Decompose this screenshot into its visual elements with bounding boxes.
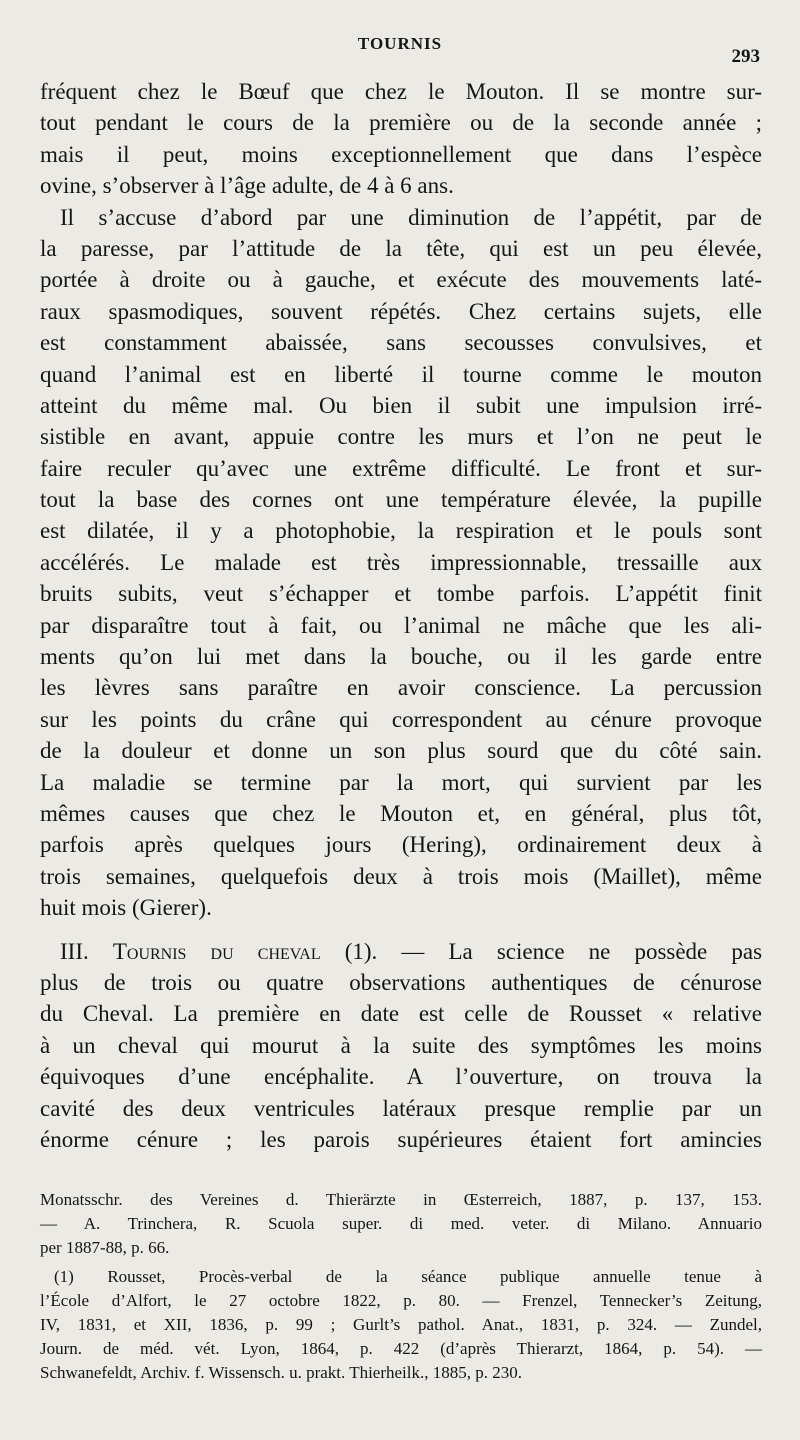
text-line: Il s’accuse d’abord par une diminution de l’appétit, par de	[60, 204, 762, 230]
footnote-line: l’École d’Alfort, le 27 octobre 1822, p. 80. — Frenzel, Tennecker’s Zeitung,	[40, 1290, 762, 1310]
section-numeral: III.	[60, 938, 89, 964]
section-first-line-text: — La science ne possède pas	[401, 938, 763, 964]
text-line: raux spasmodiques, souvent répétés. Chez certains sujets, elle	[40, 298, 762, 324]
text-line: fréquent chez le Bœuf que chez le Mouton. Il se montre sur-	[40, 79, 762, 104]
text-line: la paresse, par l’attitude de la tête, qui est un peu élevée,	[40, 235, 762, 261]
text-line: mêmes causes que chez le Mouton et, en général, plus tôt,	[40, 800, 762, 826]
section-heading: Tournis du cheval	[112, 938, 321, 964]
footnote-line: (1) Rousset, Procès-verbal de la séance publique annuelle tenue à	[54, 1266, 762, 1286]
text-line: bruits subits, veut s’échapper et tombe parfois. L’appétit finit	[40, 581, 762, 607]
text-line: est dilatée, il y a photophobie, la respiration et le pouls sont	[40, 518, 762, 544]
text-line: ments qu’on lui met dans la bouche, ou il les garde entre	[40, 644, 762, 670]
text-line: trois semaines, quelquefois deux à trois mois (Maillet), même	[40, 863, 762, 889]
running-title: TOURNIS	[357, 34, 443, 53]
footnote-line: IV, 1831, et XII, 1836, p. 99 ; Gurlt’s pathol. Anat., 1831, p. 324. — Zundel,	[40, 1314, 762, 1334]
section-heading-line	[40, 936, 762, 967]
footnotes	[40, 1188, 762, 1386]
text-line: équivoques d’une encéphalite. A l’ouverture, on trouva la	[40, 1064, 762, 1090]
text-line: les lèvres sans paraître en avoir conscience. La percussion	[40, 675, 762, 701]
text-line: huit mois (Gierer).	[40, 895, 212, 921]
footnote-line: Journ. de méd. vét. Lyon, 1864, p. 422 (d’après Thierarzt, 1864, p. 54). —	[40, 1339, 762, 1359]
text-line: cavité des deux ventricules latéraux presque remplie par un	[40, 1095, 762, 1121]
text-line: quand l’animal est en liberté il tourne comme le mouton	[40, 361, 762, 387]
text-line: parfois après quelques jours (Hering), ordinairement deux à	[40, 832, 762, 858]
text-line: énorme cénure ; les parois supérieures étaient fort amincies	[40, 1126, 762, 1152]
text-line: accélérés. Le malade est très impressionnable, tressaille aux	[40, 549, 762, 575]
text-line: à un cheval qui mourut à la suite des symptômes les moins	[40, 1032, 762, 1058]
text-line: La maladie se termine par la mort, qui survient par les	[40, 769, 762, 795]
footnote-ref: (1).	[344, 938, 378, 964]
text-line: portée à droite ou à gauche, et exécute des mouvements laté-	[40, 267, 762, 293]
page-number: 293	[731, 46, 760, 67]
footnote-line: Monatsschr. des Vereines d. Thierärzte in Œsterreich, 1887, p. 137, 153.	[40, 1190, 762, 1209]
text-line: sur les points du crâne qui correspondent au cénure provoque	[40, 706, 762, 732]
footnote-line: per 1887-88, p. 66.	[40, 1238, 170, 1258]
text-line: de la douleur et donne un son plus sourd que du côté sain.	[40, 738, 762, 764]
text-line: faire reculer qu’avec une extrême difficulté. Le front et sur-	[40, 455, 762, 481]
paragraph-gap	[40, 924, 762, 936]
text-line: est constamment abaissée, sans secousses convulsives, et	[40, 330, 762, 356]
text-line: tout pendant le cours de la première ou de la seconde année ;	[40, 110, 762, 136]
footnote-line: — A. Trinchera, R. Scuola super. di med. veter. di Milano. Annuario	[40, 1214, 762, 1234]
text-line: ovine, s’observer à l’âge adulte, de 4 à 6 ans.	[40, 173, 454, 199]
footnote-line: Schwanefeldt, Archiv. f. Wissensch. u. prakt. Thierheilk., 1885, p. 230.	[40, 1363, 522, 1383]
text-line: atteint du même mal. Ou bien il subit une impulsion irré-	[40, 392, 762, 418]
main-text	[40, 76, 762, 1155]
text-line: tout la base des cornes ont une température élevée, la pupille	[40, 487, 762, 513]
text-line: par disparaître tout à fait, ou l’animal ne mâche que les ali-	[40, 612, 762, 638]
text-line: mais il peut, moins exceptionnellement que dans l’espèce	[40, 141, 762, 167]
text-line: du Cheval. La première en date est celle de Rousset « relative	[40, 1001, 762, 1027]
text-line: plus de trois ou quatre observations authentiques de cénurose	[40, 969, 762, 995]
text-line: sistible en avant, appuie contre les murs et l’on ne peut le	[40, 424, 762, 450]
running-head	[0, 34, 800, 67]
